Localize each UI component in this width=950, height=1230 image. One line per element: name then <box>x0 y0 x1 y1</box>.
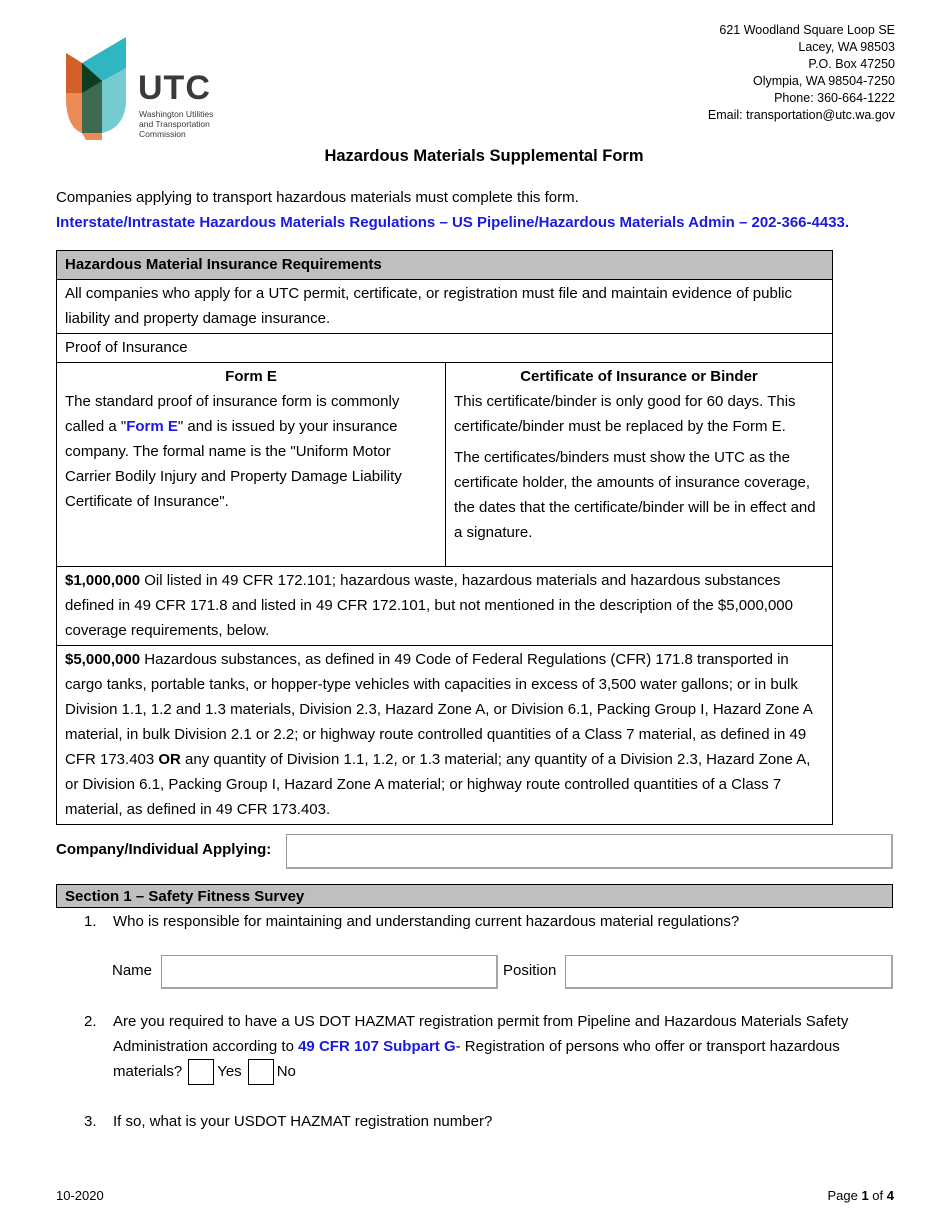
yes-checkbox[interactable] <box>188 1059 214 1085</box>
form-e-text: The standard proof of insurance form is commonly called a "Form E" and is issued by your insurance company. The formal name is the "Uniform Motor Carrier Bodily Injury and Property Damage Liability Certificate of Insurance". <box>65 393 402 510</box>
coverage-tier-1m: $1,000,000 Oil listed in 49 CFR 172.101; hazardous waste, hazardous materials and hazardous substances defined in 49 CFR 171.8 and listed in 49 CFR 172.101, but not mentioned in the description of the $5,000,000 coverage requirements, below. <box>57 567 833 646</box>
utc-logo <box>62 33 242 143</box>
insurance-requirement-text: All companies who apply for a UTC permit, certificate, or registration must file and maintain evidence of public liability and property damage insurance. <box>57 280 833 334</box>
form-e-link[interactable]: Form E <box>126 418 178 435</box>
question-3: 3. If so, what is your USDOT HAZMAT registration number? <box>84 1113 493 1130</box>
coverage-tier-5m: $5,000,000 Hazardous substances, as defined in 49 Code of Federal Regulations (CFR) 171.8 transported in cargo tanks, portable tanks, or hopper-type vehicles with capacities in excess of 3,500 water gallons; or in bulk Division 1.1, 1.2 and 1.3 materials, Division 2.3, Hazard Zone A, or Division 6.1, Packing Group I, Hazard Zone A material, in bulk Division 2.1 or 2.2; or highway route controlled quantities of a Class 7 material, as defined in 49 CFR 173.403 OR any quantity of Division 1.1, 1.2, or 1.3 material; any quantity of a Division 2.3, Hazard Zone A, or Division 6.1, Packing Group I, Hazard Zone A material; or highway route controlled quantities of a Class 7 material, as defined in 49 CFR 173.403. <box>57 646 833 825</box>
logo-abbr: UTC <box>138 69 211 107</box>
insurance-requirements-table <box>56 250 833 825</box>
utc-shield-icon <box>62 33 132 143</box>
position-label: Position <box>503 962 557 979</box>
proof-of-insurance-label: Proof of Insurance <box>57 334 833 363</box>
position-input[interactable] <box>565 955 893 989</box>
address-city: Lacey, WA 98503 <box>798 40 895 54</box>
name-label: Name <box>112 962 153 979</box>
page-number: Page 1 of 4 <box>827 1188 894 1203</box>
company-input[interactable] <box>286 834 893 869</box>
address-phone: Phone: 360-664-1222 <box>774 91 895 105</box>
logo-subtitle: Washington Utilities and Transportation Commission <box>139 109 214 139</box>
address-street: 621 Woodland Square Loop SE <box>719 23 895 37</box>
form-e-heading: Form E <box>225 368 277 385</box>
yes-label: Yes <box>217 1063 242 1080</box>
form-e-cell <box>57 363 446 567</box>
certificate-para1: This certificate/binder is only good for 60 days. This certificate/binder must be replaced by the Form E. <box>454 393 796 435</box>
address-po-city: Olympia, WA 98504-7250 <box>753 74 895 88</box>
cfr-107-link[interactable]: 49 CFR 107 Subpart G <box>298 1038 456 1055</box>
name-input[interactable] <box>161 955 498 989</box>
question-1: 1. Who is responsible for maintaining and understanding current hazardous material regulations? <box>84 913 740 930</box>
company-label: Company/Individual Applying: <box>56 841 272 858</box>
intro-text: Companies applying to transport hazardous materials must complete this form. <box>56 189 579 206</box>
certificate-cell <box>446 363 833 567</box>
certificate-para2: The certificates/binders must show the UTC as the certificate holder, the amounts of insurance coverage, the dates that the certificate/binder will be in effect and a signature. <box>454 449 816 541</box>
address-block <box>708 22 895 124</box>
section-1-heading: Section 1 – Safety Fitness Survey <box>56 884 893 908</box>
page-title: Hazardous Materials Supplemental Form <box>324 147 644 165</box>
revision-date: 10-2020 <box>56 1188 104 1203</box>
certificate-heading: Certificate of Insurance or Binder <box>520 368 758 385</box>
regulations-link[interactable]: Interstate/Intrastate Hazardous Materials Regulations – US Pipeline/Hazardous Materials Admin – 202-366-4433. <box>56 214 850 231</box>
address-po-box: P.O. Box 47250 <box>808 57 895 71</box>
no-label: No <box>276 1063 296 1080</box>
address-email[interactable]: Email: transportation@utc.wa.gov <box>707 108 895 122</box>
no-checkbox[interactable] <box>248 1059 274 1085</box>
insurance-table-heading: Hazardous Material Insurance Requirements <box>57 251 833 280</box>
question-2: 2. Are you required to have a US DOT HAZMAT registration permit from Pipeline and Hazardous Materials Safety Administration according to 49 CFR 107 Subpart G- Registration of persons who offer or transport hazardous materials? Yes No <box>84 1009 894 1085</box>
